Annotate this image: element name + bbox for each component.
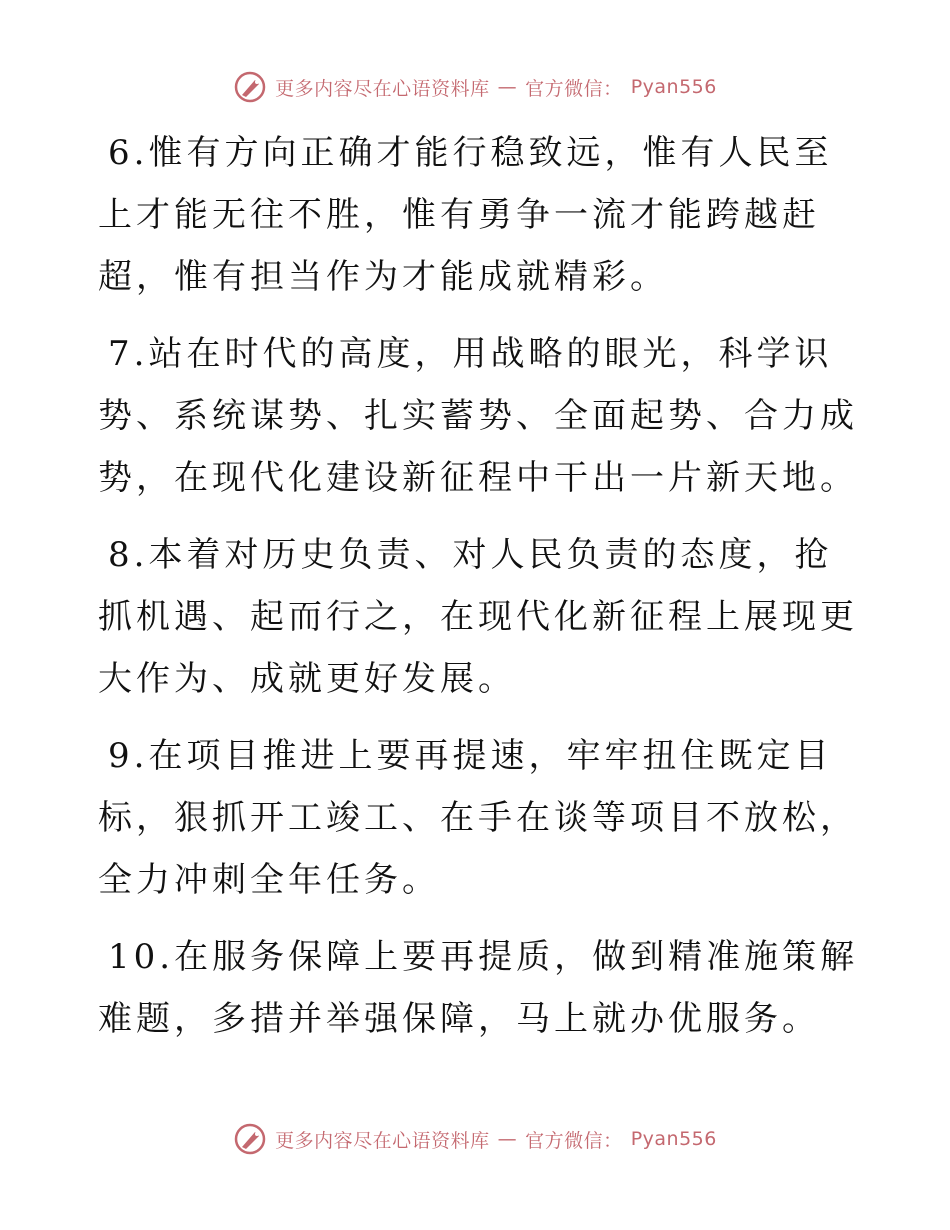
list-item: 8.本着对历史负责、对人民负责的态度，抢抓机遇、起而行之，在现代化新征程上展现更大作为、成就更好发展。 [98, 535, 858, 699]
header-wechat-label: 官方微信： [525, 77, 623, 100]
list-item: 9.在项目推进上要再提速，牢牢扭住既定目标，狠抓开工竣工、在手在谈等项目不放松，全力冲刺全年任务。 [98, 736, 858, 900]
header-site-text: 更多内容尽在心语资料库 [275, 77, 490, 100]
list-item: 6.惟有方向正确才能行稳致远，惟有人民至上才能无往不胜，惟有勇争一流才能跨越赶超，惟有担当作为才能成就精彩。 [98, 133, 833, 297]
document-body [98, 122, 868, 1065]
footer-wechat-label: 官方微信： [525, 1129, 623, 1152]
footer-banner [0, 1122, 950, 1156]
pen-nib-logo-icon [233, 70, 267, 104]
footer-separator: — [497, 1128, 518, 1150]
footer-wechat-id: Pyan556 [630, 1128, 717, 1150]
footer-site-text: 更多内容尽在心语资料库 [275, 1129, 490, 1152]
header-banner [0, 70, 950, 104]
list-item: 7.站在时代的高度，用战略的眼光，科学识势、系统谋势、扎实蓄势、全面起势、合力成势，在现代化建设新征程中干出一片新天地。 [98, 334, 858, 498]
header-wechat-id: Pyan556 [630, 76, 717, 98]
pen-nib-logo-icon [233, 1122, 267, 1156]
header-separator: — [497, 76, 518, 98]
list-item: 10.在服务保障上要再提质，做到精准施策解难题，多措并举强保障，马上就办优服务。 [98, 937, 859, 1039]
